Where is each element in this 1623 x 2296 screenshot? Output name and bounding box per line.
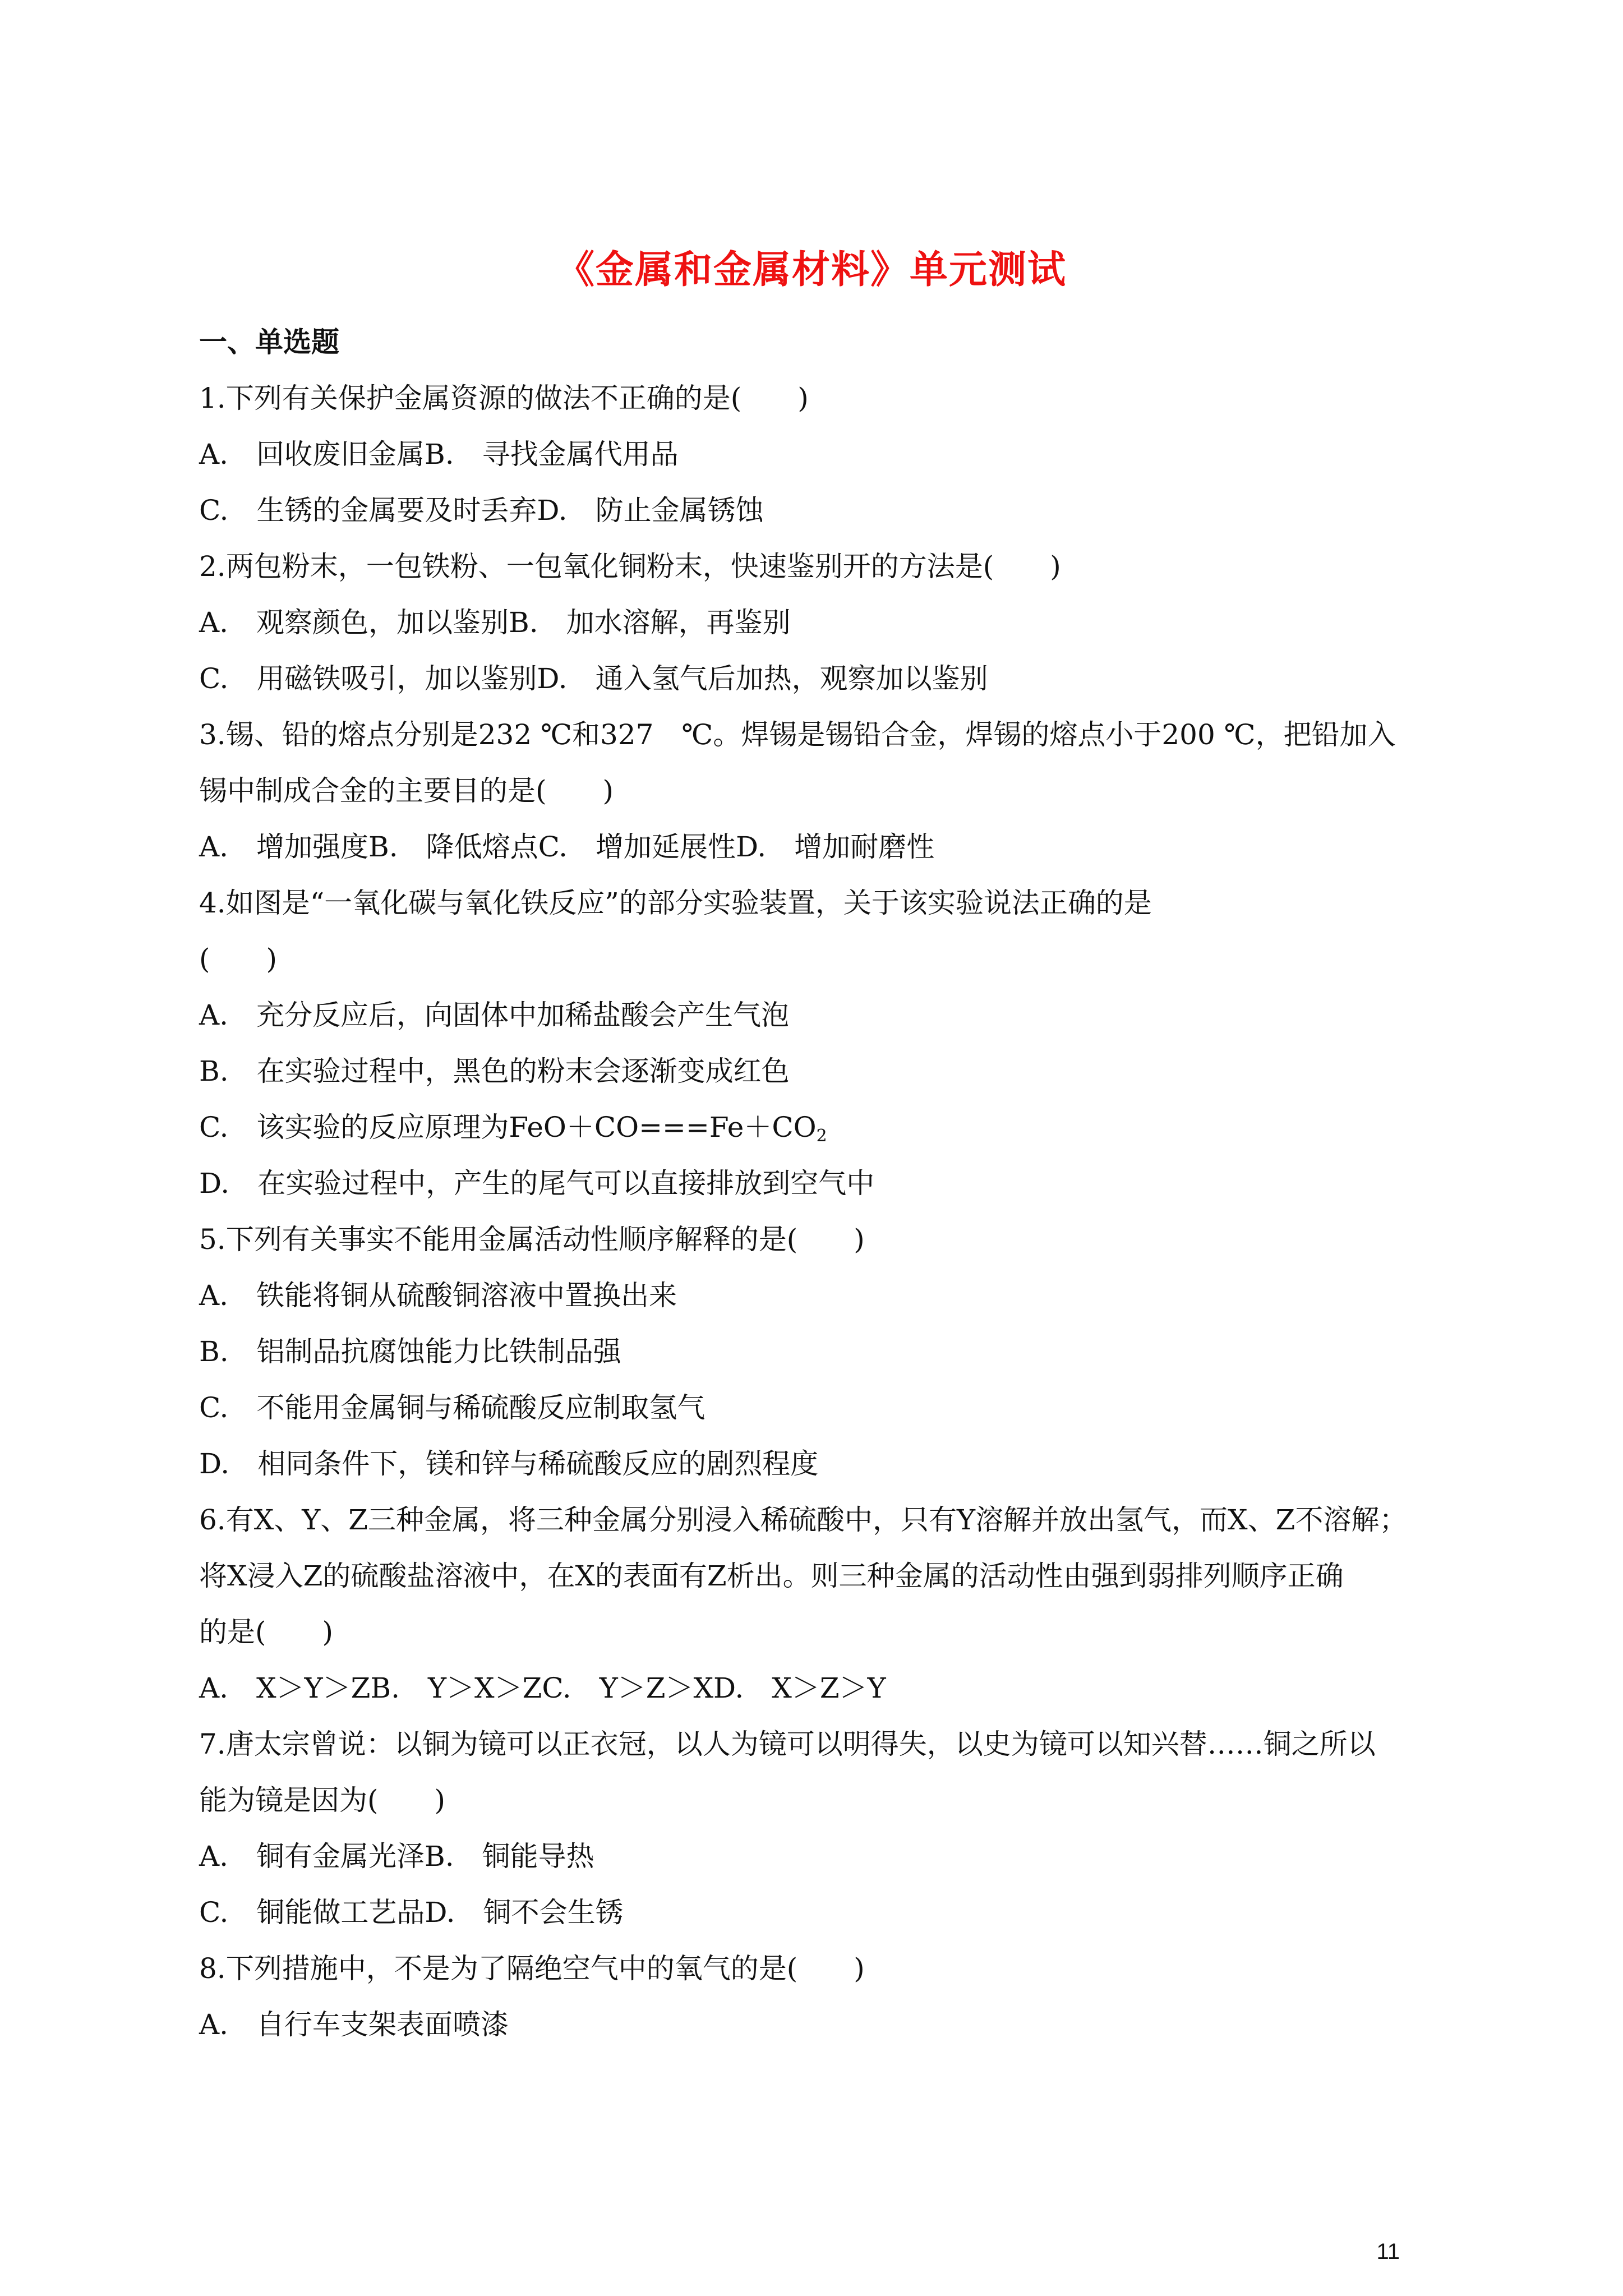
question-2-options-cd: C. 用磁铁吸引，加以鉴别D. 通入氢气后加热，观察加以鉴别: [199, 662, 988, 695]
question-2-stem: 2.两包粉末，一包铁粉、一包氧化铜粉末，快速鉴别开的方法是( ): [199, 550, 1061, 583]
question-3-options: A. 增加强度B. 降低熔点C. 增加延展性D. 增加耐磨性: [199, 831, 935, 863]
question-5-stem: 5.下列有关事实不能用金属活动性顺序解释的是( ): [199, 1223, 865, 1256]
section-heading: 一、单选题: [199, 326, 339, 358]
question-4-option-c: [199, 1099, 1444, 1155]
question-3-stem-line-2: 锡中制成合金的主要目的是( ): [199, 774, 614, 807]
question-7-options-ab: A. 铜有金属光泽B. 铜能导热: [199, 1840, 594, 1873]
question-4-option-a: A. 充分反应后，向固体中加稀盐酸会产生气泡: [199, 999, 790, 1031]
document-body: [199, 314, 1444, 2053]
question-4-option-c-text: C. 该实验的反应原理为FeO＋CO===Fe＋CO: [199, 1111, 817, 1144]
question-6-stem-line-1: 6.有X、Y、Z三种金属，将三种金属分别浸入稀硫酸中，只有Y溶解并放出氢气，而X、Z不溶解；: [199, 1504, 1408, 1536]
question-6-options: A. X＞Y＞ZB. Y＞X＞ZC. Y＞Z＞XD. X＞Z＞Y: [199, 1672, 886, 1704]
question-6-stem-line-3: 的是( ): [199, 1616, 334, 1648]
question-6-stem-line-2: 将X浸入Z的硫酸盐溶液中，在X的表面有Z析出。则三种金属的活动性由强到弱排列顺序正确: [199, 1560, 1344, 1592]
question-2-options-ab: A. 观察颜色，加以鉴别B. 加水溶解，再鉴别: [199, 606, 791, 639]
question-4-option-b: B. 在实验过程中，黑色的粉末会逐渐变成红色: [199, 1055, 790, 1087]
question-8-option-a: A. 自行车支架表面喷漆: [199, 2008, 509, 2041]
question-5-option-d: D. 相同条件下，镁和锌与稀硫酸反应的剧烈程度: [199, 1447, 819, 1480]
question-8-stem: 8.下列措施中，不是为了隔绝空气中的氧气的是( ): [199, 1952, 865, 1985]
question-1-options-ab: A. 回收废旧金属B. 寻找金属代用品: [199, 438, 679, 471]
question-7-stem-line-2: 能为镜是因为( ): [199, 1784, 446, 1816]
question-3-stem-line-1: 3.锡、铅的熔点分别是232 ℃和327 ℃。焊锡是锡铅合金，焊锡的熔点小于200 ℃，把铅加入: [199, 718, 1396, 751]
question-4-stem-line-2: ( ): [199, 943, 278, 975]
question-5-option-c: C. 不能用金属铜与稀硫酸反应制取氢气: [199, 1391, 706, 1424]
co2-subscript: 2: [816, 1126, 827, 1146]
question-4-stem-line-1: 4.如图是“一氧化碳与氧化铁反应”的部分实验装置，关于该实验说法正确的是: [199, 887, 1152, 919]
page-number: 11: [1376, 2239, 1400, 2264]
question-4-option-d: D. 在实验过程中，产生的尾气可以直接排放到空气中: [199, 1167, 875, 1200]
question-1-options-cd: C. 生锈的金属要及时丢弃D. 防止金属锈蚀: [199, 494, 764, 527]
question-5-option-a: A. 铁能将铜从硫酸铜溶液中置换出来: [199, 1279, 677, 1312]
question-7-options-cd: C. 铜能做工艺品D. 铜不会生锈: [199, 1896, 624, 1929]
question-5-option-b: B. 铝制品抗腐蚀能力比铁制品强: [199, 1335, 621, 1368]
document-title: 《金属和金属材料》单元测试: [556, 248, 1067, 292]
question-1-stem: 1.下列有关保护金属资源的做法不正确的是( ): [199, 382, 809, 414]
question-7-stem-line-1: 7.唐太宗曾说：以铜为镜可以正衣冠，以人为镜可以明得失，以史为镜可以知兴替……铜之所以: [199, 1728, 1376, 1760]
